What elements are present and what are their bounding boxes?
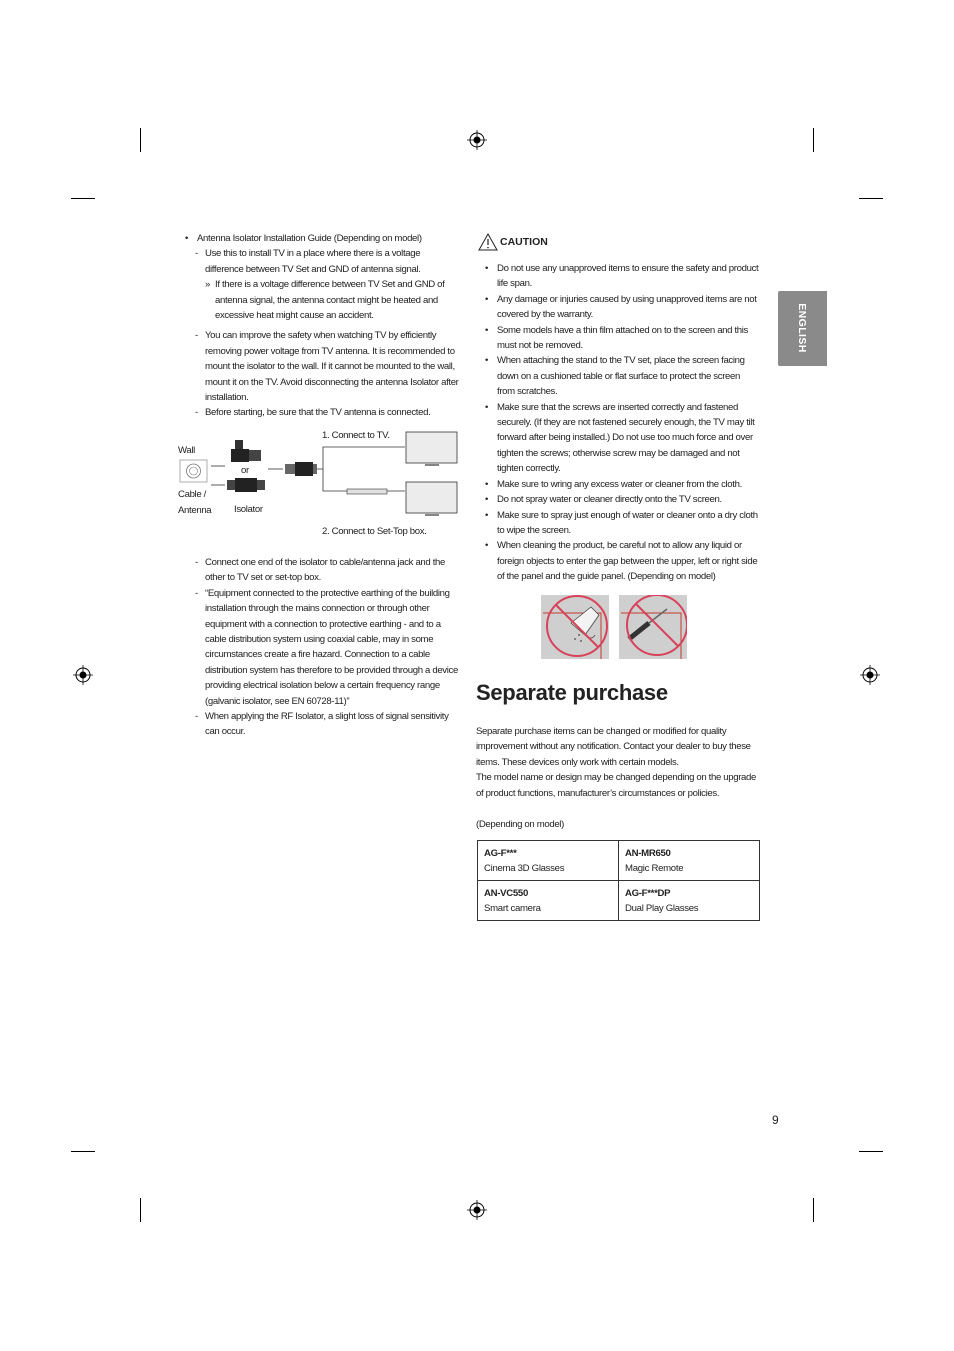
caution-item: • Make sure to spray just enough of water or cleaner onto a dry cloth to wipe the screen. xyxy=(485,508,760,539)
crop-mark xyxy=(813,1198,814,1222)
model-name: AG-F*** xyxy=(484,848,517,859)
isolator-note: - Connect one end of the isolator to cable/antenna jack and the other to TV set or set-top box. xyxy=(195,555,460,586)
crop-mark xyxy=(813,128,814,152)
isolator-note: - Before starting, be sure that the TV antenna is connected. xyxy=(195,405,460,420)
model-description: Cinema 3D Glasses xyxy=(484,863,565,874)
table-cell xyxy=(478,841,619,881)
crop-mark xyxy=(140,128,141,152)
table-cell xyxy=(619,841,760,881)
separate-purchase-para: The model name or design may be changed depending on the upgrade of product functions, manufacturer’s circumstances or policies. xyxy=(476,772,757,799)
diagram-label-wall: Wall xyxy=(178,445,195,456)
language-tab xyxy=(778,291,827,366)
isolator-subnote: » If there is a voltage difference between TV Set and GND of antenna signal, the antenna contact might be heated and excessive heat might cause an accident. xyxy=(205,277,460,323)
isolator-diagram xyxy=(175,425,465,545)
language-tab-label: ENGLISH xyxy=(796,303,808,353)
registration-mark-icon xyxy=(467,130,487,150)
caution-item: • Do not use any unapproved items to ensure the safety and product life span. xyxy=(485,261,760,292)
separate-purchase-text xyxy=(476,724,763,801)
caution-item: • Make sure to wring any excess water or cleaner from the cloth. xyxy=(485,477,760,492)
caution-item: • Make sure that the screws are inserted correctly and fastened securely. (If they are not fastened securely enough, the TV may tilt forward after being installed.) Do not use too much force and over tighten the screws; otherwise screw may be damaged and not tighten correctly. xyxy=(485,400,760,477)
model-name: AN-VC550 xyxy=(484,888,528,899)
crop-mark xyxy=(140,1198,141,1222)
diagram-label-cable: Cable / xyxy=(178,489,206,500)
model-description: Smart camera xyxy=(484,903,541,914)
model-name: AG-F***DP xyxy=(625,888,671,899)
caution-item: • Do not spray water or cleaner directly onto the TV screen. xyxy=(485,492,760,507)
accessories-table xyxy=(477,840,760,921)
separate-purchase-heading: Separate purchase xyxy=(476,680,668,705)
registration-mark-icon xyxy=(73,665,93,685)
table-cell xyxy=(478,881,619,921)
diagram-label-isolator: Isolator xyxy=(234,504,263,515)
table-row xyxy=(478,881,760,921)
caution-item: • When cleaning the product, be careful not to allow any liquid or foreign objects to enter the gap between the upper, left or right side of the panel and the guide panel. (Depending on model) xyxy=(485,538,760,584)
diagram-label-connect-stb: 2. Connect to Set-Top box. xyxy=(322,526,427,537)
caution-title: CAUTION xyxy=(500,236,548,248)
isolator-notes xyxy=(195,555,460,740)
caution-item: • When attaching the stand to the TV set, place the screen facing down on a cushioned table or flat surface to protect the screen from scratches. xyxy=(485,353,760,399)
isolator-note: - When applying the RF Isolator, a slight loss of signal sensitivity can occur. xyxy=(195,709,460,740)
diagram-label-connect-tv: 1. Connect to TV. xyxy=(322,430,390,441)
warning-icon xyxy=(478,233,498,251)
table-row xyxy=(478,841,760,881)
no-spray-icon xyxy=(541,595,609,659)
crop-mark xyxy=(859,1151,883,1152)
isolator-note: - Use this to install TV in a place where there is a voltage difference between TV Set and GND of antenna signal. xyxy=(195,246,460,277)
separate-purchase-para: Separate purchase items can be changed or modified for quality improvement without any notification. Contact your dealer to buy these items. These devices only work with certain models. xyxy=(476,726,751,768)
isolator-note: - You can improve the safety when watching TV by efficiently removing power voltage from TV antenna. It is recommended to mount the isolator to the wall. If it cannot be mounted to the wall, mount it on the TV. Avoid disconnecting the antenna Isolator after installation. xyxy=(195,328,460,405)
registration-mark-icon xyxy=(467,1200,487,1220)
depending-on-model-note: (Depending on model) xyxy=(476,819,564,830)
registration-mark-icon xyxy=(860,665,880,685)
model-description: Dual Play Glasses xyxy=(625,903,699,914)
model-description: Magic Remote xyxy=(625,863,684,874)
isolator-note: - “Equipment connected to the protective earthing of the building installation through the mains connection or through other equipment with a connection to protective earthing - and to a cable distribution system using coaxial cable, may in some circumstances create a fire hazard. Connection to a cable distribution system has therefore to be provided through a device providing electrical isolation below a certain frequency range (galvanic isolator, see EN 60728-11)” xyxy=(195,586,460,709)
model-name: AN-MR650 xyxy=(625,848,671,859)
page-number: 9 xyxy=(772,1113,779,1127)
caution-item: • Any damage or injuries caused by using unapproved items are not covered by the warranty. xyxy=(485,292,760,323)
caution-item: • Some models have a thin film attached on to the screen and this must not be removed. xyxy=(485,323,760,354)
isolator-guide xyxy=(185,231,460,421)
crop-mark xyxy=(859,198,883,199)
table-cell xyxy=(619,881,760,921)
caution-list xyxy=(485,261,760,585)
diagram-label-or: or xyxy=(241,465,249,476)
no-sharp-object-icon xyxy=(619,595,687,659)
crop-mark xyxy=(71,1151,95,1152)
diagram-label-antenna: Antenna xyxy=(178,505,212,516)
crop-mark xyxy=(71,198,95,199)
isolator-guide-title: • Antenna Isolator Installation Guide (Depending on model) xyxy=(185,231,460,246)
